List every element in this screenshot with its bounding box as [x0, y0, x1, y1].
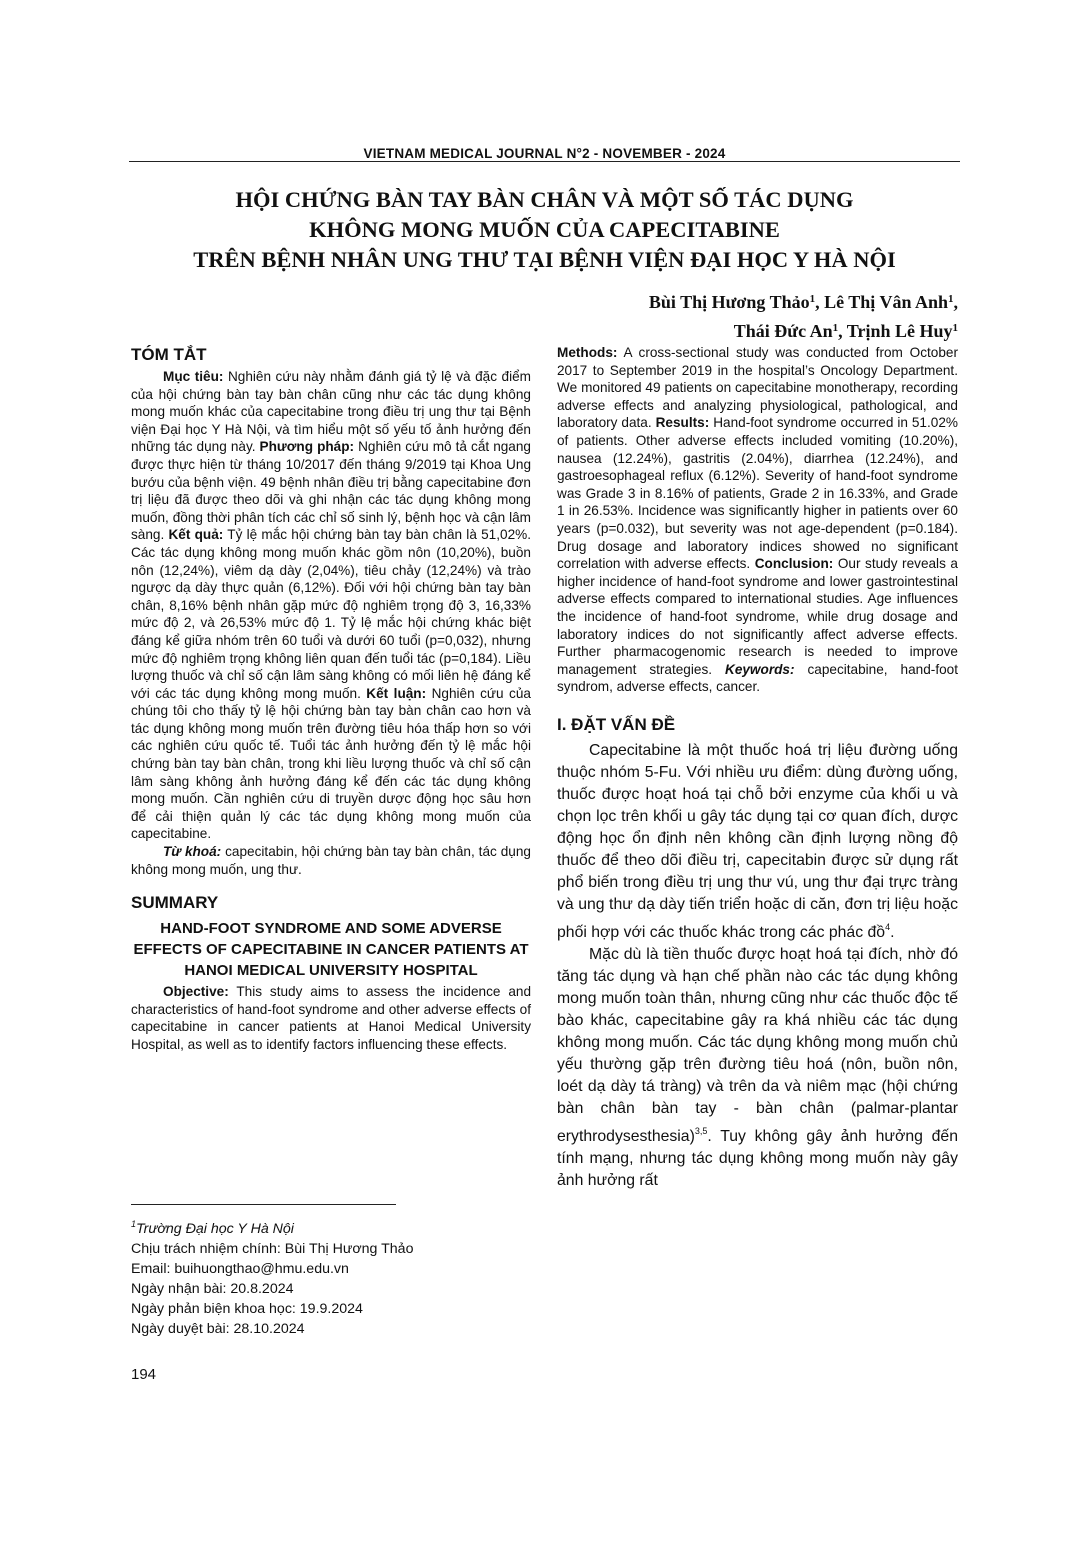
accepted-date: Ngày duyệt bài: 28.10.2024: [131, 1321, 305, 1337]
author-line: Bùi Thị Hương Thảo$^1$, Lê Thị Vân Anh$^1$,: [648, 292, 958, 312]
intro-paragraph: Mặc dù là tiền thuốc được hoạt hoá tại đích, nhờ đó tăng tác dụng và hạn chế phần nào các tác dụng không mong muốn toàn thân, nhưng cũng như các thuốc độc tế bào khác, capecitabine gây ra khá nhiều các tác dụng không mong muốn. Các tác dụng không mong muốn chủ yếu thường gặp trên đường tiêu hoá (nôn, buồn nôn, loét dạ dày tá tràng) và trên da và niêm mạc (hội chứng bàn chân bàn tay - bàn chân (palmar-plantar erythrodysesthesia)$^{3,5}$. Tuy không gây ảnh hưởng đến tính mạng, nhưng tác dụng không mong muốn này gây ảnh hưởng rất: [557, 945, 958, 1189]
page-number: 194: [131, 1366, 157, 1383]
vn-abstract-body: Mục tiêu: Nghiên cứu này nhằm đánh giá tỷ lệ và đặc điểm của hội chứng bàn tay bàn chân cũng như các tác dụng không mong muốn khác của capecitabine trong điều trị ung thư tại Bệnh viện Đại học Y Hà Nội, và tìm hiểu một số yếu tố ảnh hưởng đến những tác dụng này. Phương pháp: Nghiên cứu mô tả cắt ngang được thực hiện từ tháng 10/2017 đến tháng 9/2019 tại Khoa Ung bướu của bệnh viện. 49 bệnh nhân điều trị bằng capecitabine đơn trị liệu đã được theo dõi và ghi nhận các tác dụng không mong muốn, đồng thời phân tích các chỉ số sinh lý, bệnh học và cận lâm sàng. Kết quả: Tỷ lệ mắc hội chứng bàn tay bàn chân là 51,02%. Các tác dụng không mong muốn khác gồm nôn (10,20%), buồn nôn (12,24%), viêm dạ dày (2,04%), tiêu chảy (12,24%) và trào ngược dạ dày thực quản (6,12%). Đối với hội chứng bàn tay bàn chân, 8,16% bệnh nhân gặp mức độ nghiêm trọng độ 3, 16,33% mức độ 2, và 26,53% mức độ 1. Tỷ lệ mắc hội chứng khác biệt đáng kể giữa nhóm trên 60 tuổi và dưới 60 tuổi (p=0,032), nhưng mức độ nghiêm trọng không liên quan đến tuổi tác (p=0,184). Liều lượng thuốc và chỉ số cận lâm sàng không có mối liên hệ đáng kể với các tác dụng không mong muốn. Kết luận: Nghiên cứu của chúng tôi cho thấy tỷ lệ hội chứng bàn tay bàn chân cao hơn và tác dụng không mong muốn trên đường tiêu hóa thấp hơn so với các nghiên cứu quốc tế. Tuổi tác ảnh hưởng đến tỷ lệ mắc hội chứng bàn tay bàn chân, trong khi liều lượng thuốc và chỉ số cận lâm sàng không ảnh hưởng đáng kể đến các tác dụng không mong muốn. Cần nghiên cứu di truyền dược động học sâu hơn để cải thiện quản lý các tác dụng không mong muốn của capecitabine.: [131, 369, 531, 842]
section-heading: I. ĐẶT VẤN ĐỀ: [557, 714, 676, 734]
author-list: [649, 286, 958, 344]
affiliation-marker: 1: [952, 322, 958, 334]
author-name: Bùi Thị Hương Thảo: [648, 292, 810, 312]
author-name: Trịnh Lê Huy: [846, 321, 953, 341]
english-title: HAND-FOOT SYNDROME AND SOME ADVERSE EFFECTS OF CAPECITABINE IN CANCER PATIENTS AT HANOI MEDICAL UNIVERSITY HOSPITAL: [133, 920, 529, 980]
footnote-divider: [131, 1204, 396, 1205]
left-column: [131, 344, 531, 1054]
right-column: [557, 344, 958, 1192]
footnote: [131, 1214, 531, 1339]
review-date: Ngày phản biện khoa học: 19.9.2024: [131, 1301, 363, 1317]
vn-abstract-heading: TÓM TẮT: [131, 345, 207, 364]
corresponding-author: Chịu trách nhiệm chính: Bùi Thị Hương Thảo: [131, 1241, 414, 1257]
title-line: HỘI CHỨNG BÀN TAY BÀN CHÂN VÀ MỘT SỐ TÁC DỤNG: [235, 187, 854, 212]
affiliation: $^1$Trường Đại học Y Hà Nội: [131, 1219, 294, 1237]
intro-paragraph: Capecitabine là một thuốc hoá trị liệu đường uống thuộc nhóm 5-Fu. Với nhiều ưu điểm: dùng đường uống, thuốc được hoạt hoá tại chỗ bởi enzyme của khối u và chọn lọc trên khối u gây tác dụng tại cơ quan đích, dược động học ổn định nên không cần định lượng nồng độ thuốc để theo dõi điều trị, capecitabin được sử dụng rất phổ biến trong điều trị ung thư vú, ung thư đại trực tràng và ung thư dạ dày tiến triển hoặc di căn, đơn trị liệu hoặc phối hợp với các thuốc khác trong các phác đồ$^4$.: [557, 741, 958, 941]
en-abstract-start: Objective: This study aims to assess the incidence and characteristics of hand-foot syndrome and other adverse effects of capecitabine in cancer patients at Hanoi Medical University Hospital, as well as to identify factors influencing these effects.: [131, 984, 531, 1052]
header-divider: [129, 161, 960, 162]
vn-keywords: Từ khoá: capecitabin, hội chứng bàn tay bàn chân, tác dụng không mong muốn, ung thư.: [131, 844, 531, 877]
affiliation-marker: 1: [948, 293, 954, 305]
journal-header: VIETNAM MEDICAL JOURNAL N°2 - NOVEMBER - 2024: [363, 146, 726, 161]
title-line: KHÔNG MONG MUỐN CỦA CAPECITABINE: [309, 217, 780, 242]
citation: 4: [885, 921, 891, 932]
received-date: Ngày nhận bài: 20.8.2024: [131, 1281, 294, 1297]
email: Email: buihuongthao@hmu.edu.vn: [131, 1261, 349, 1277]
title-line: TRÊN BỆNH NHÂN UNG THƯ TẠI BỆNH VIỆN ĐẠI HỌC Y HÀ NỘI: [193, 247, 896, 272]
author-name: Lê Thị Vân Anh: [824, 292, 948, 312]
author-name: Thái Đức An: [733, 321, 833, 341]
author-line: Thái Đức An$^1$, Trịnh Lê Huy$^1$: [733, 321, 958, 341]
summary-heading: SUMMARY: [131, 893, 219, 913]
affiliation-marker: 1: [809, 293, 816, 305]
en-abstract-continued: Methods: A cross-sectional study was conducted from October 2017 to September 2019 in the hospital’s Oncology Department. We monitored 49 patients on capecitabine monotherapy, recording adverse effects and analyzing physiological, pathological, and laboratory data. Results: Hand-foot syndrome occurred in 51.02% of patients. Other adverse effects included vomiting (10.20%), nausea (12.24%), gastritis (2.04%), diarrhea (12.24%), and gastroesophageal reflux (6.12%). Severity of hand-foot syndrome was Grade 3 in 8.16% of patients, Grade 2 in 16.33%, and Grade 1 in 26.53%. Incidence was significantly higher in patients over 60 years (p=0.032), but severity was not age-dependent (p=0.184). Drug dosage and laboratory indices showed no significant correlation with adverse effects. Conclusion: Our study reveals a higher incidence of hand-foot syndrome and lower gastrointestinal adverse effects compared to international studies. Age influences the incidence of hand-foot syndrome, while drug dosage and laboratory indices do not significantly affect adverse effects. Further pharmacogenomic research is needed to improve management strategies. Keywords: capecitabine, hand-foot syndrom, adverse effects, cancer.: [557, 345, 958, 695]
affiliation-marker: 1: [832, 322, 839, 334]
article-title: [129, 185, 960, 275]
citation: 3,5: [694, 1125, 708, 1136]
